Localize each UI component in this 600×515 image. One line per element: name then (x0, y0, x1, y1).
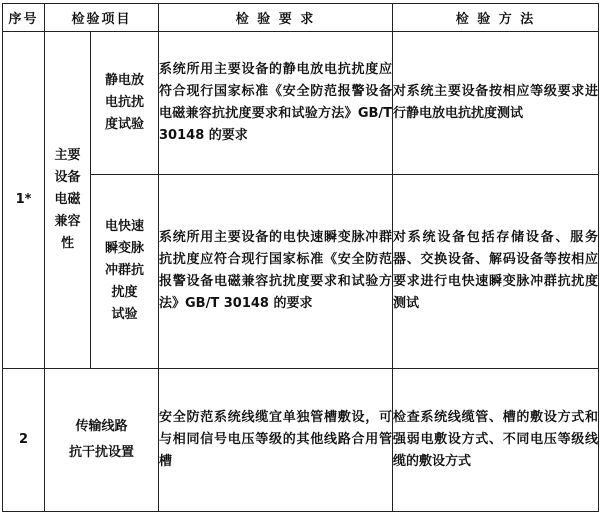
header-seq: 序号 (3, 4, 45, 32)
header-req: 检 验 要 求 (159, 4, 393, 32)
method-cell: 对系统主要设备按相应等级要求进行静电放电抗扰度测试 (393, 31, 599, 174)
inspection-table (2, 3, 599, 512)
method-cell: 对系统设备包括存储设备、服务器、交换设备、解码设备等按相应要求进行电快速瞬变脉冲群抗扰度测试 (393, 174, 599, 368)
item-cell: 静电放 电抗扰 度试验 (91, 31, 159, 174)
header-item: 检验项目 (45, 4, 159, 32)
header-method: 检 验 方 法 (393, 4, 599, 32)
item-cell: 电快速 瞬变脉 冲群抗 扰度 试验 (91, 174, 159, 368)
seq-cell: 2 (3, 368, 45, 511)
item-cell: 传输线路 抗干扰设置 (45, 368, 159, 511)
group-cell: 主要 设备 电磁 兼容 性 (45, 31, 91, 368)
method-cell: 检查系统线缆管、槽的敷设方式和强弱电敷设方式、不同电压等级线缆的敷设方式 (393, 368, 599, 511)
table-row (3, 368, 599, 511)
requirement-cell: 系统所用主要设备的电快速瞬变脉冲群抗扰度应符合现行国家标准《安全防范报警设备电磁兼容抗扰度要求和试验方法》GB/T 30148 的要求 (159, 174, 393, 368)
requirement-cell: 安全防范系统线缆宜单独管槽敷设，可与相同信号电压等级的其他线路合用管槽 (159, 368, 393, 511)
table-row (3, 31, 599, 174)
seq-cell: 1* (3, 31, 45, 368)
header-row (3, 4, 599, 32)
table-row (3, 174, 599, 368)
requirement-cell: 系统所用主要设备的静电放电抗扰度应符合现行国家标准《安全防范报警设备电磁兼容抗扰度要求和试验方法》GB/T 30148 的要求 (159, 31, 393, 174)
